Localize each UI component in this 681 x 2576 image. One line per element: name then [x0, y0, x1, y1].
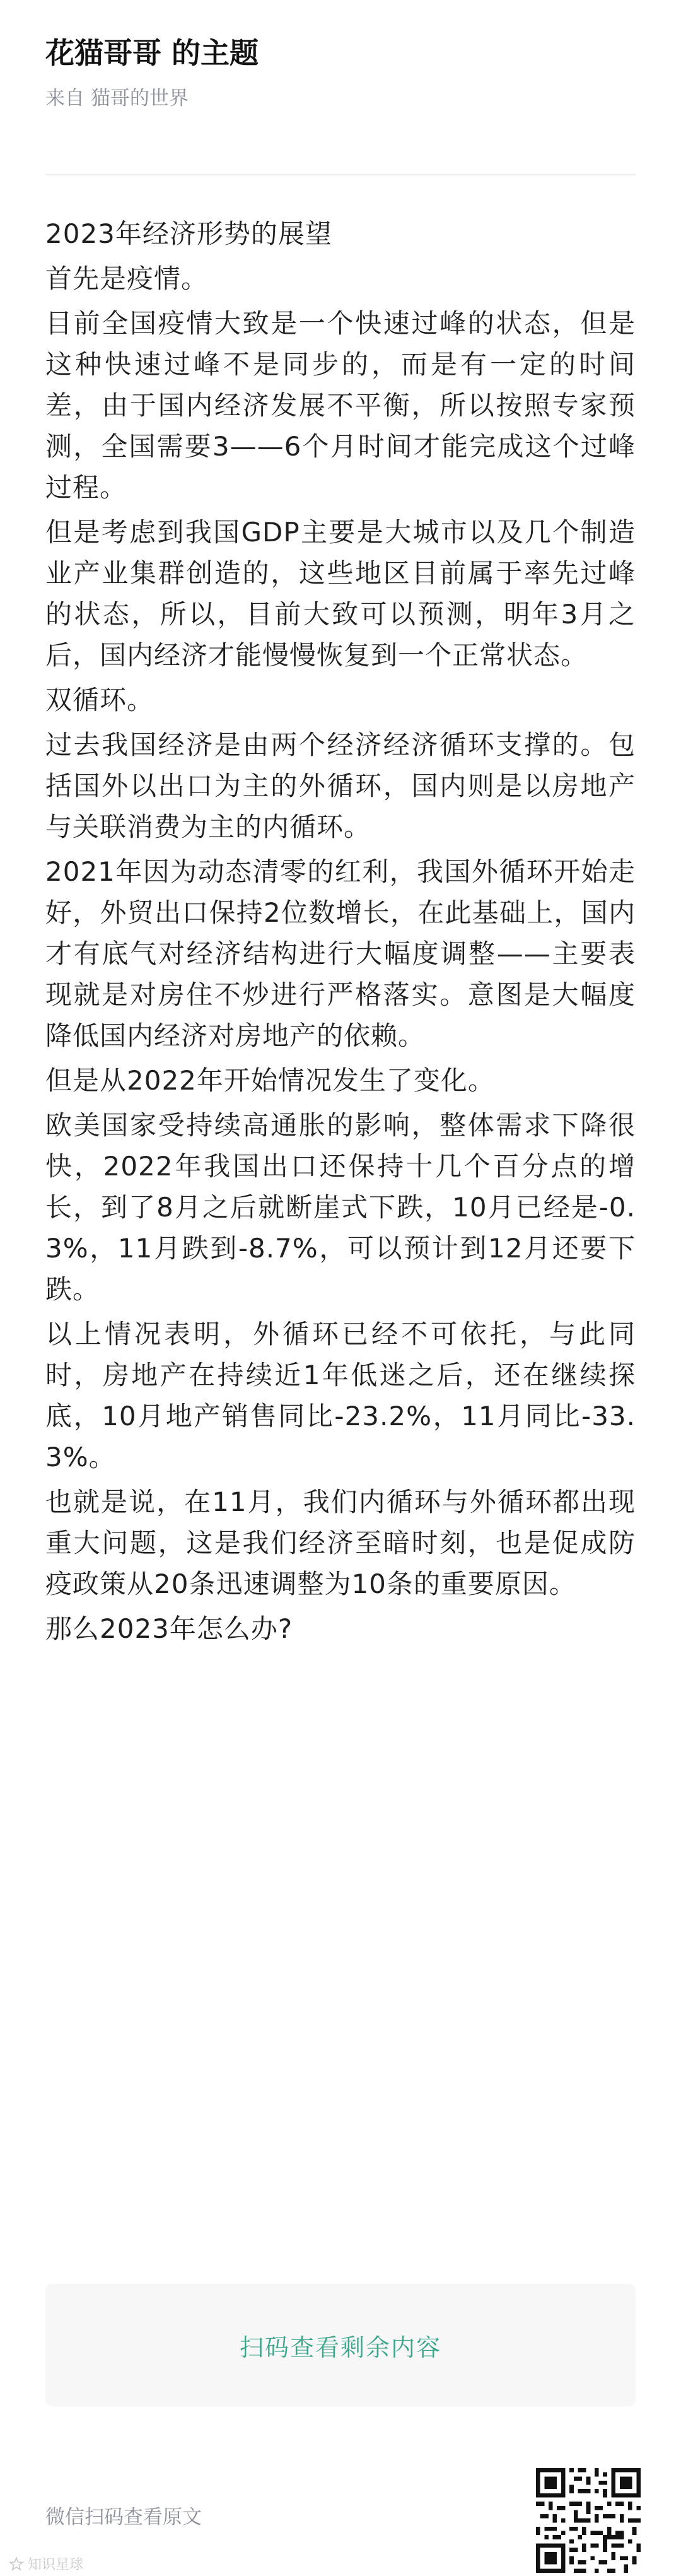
content-fade-overlay	[0, 2076, 681, 2278]
topic-title: 花猫哥哥 的主题	[45, 36, 259, 70]
view-remaining-label: 扫码查看剩余内容	[239, 2333, 441, 2361]
topic-header	[45, 33, 636, 112]
scan-original-text: 微信扫码查看原文	[45, 2506, 202, 2529]
star-logo-icon	[9, 2556, 24, 2572]
article-paragraph: 双循环。	[45, 685, 154, 715]
view-remaining-button[interactable]	[45, 2284, 636, 2406]
article-paragraph: 目前全国疫情大致是一个快速过峰的状态，但是这种快速过峰不是同步的，而是有一定的时间差，由于国内经济发展不平衡，所以按照专家预测，全国需要3——6个月时间才能完成这个过峰过程。	[45, 308, 636, 503]
watermark	[9, 2554, 83, 2573]
article-paragraph: 2021年因为动态清零的红利，我国外循环开始走好，外贸出口保持2位数增长，在此基础上，国内才有底气对经济结构进行大幅度调整——主要表现就是对房住不炒进行严格落实。意图是大幅度降低国内经济对房地产的依赖。	[45, 856, 636, 1051]
article-paragraph: 也就是说，在11月，我们内循环与外循环都出现重大问题，这是我们经济至暗时刻，也是促成防疫政策从20条迅速调整为10条的重要原因。	[45, 1486, 636, 1599]
article-body	[45, 213, 636, 1653]
article-paragraph: 首先是疫情。	[45, 263, 209, 294]
article-paragraph: 但是从2022年开始情况发生了变化。	[45, 1065, 495, 1096]
qr-code-icon[interactable]	[536, 2468, 641, 2573]
article-paragraph: 欧美国家受持续高通胀的影响，整体需求下降很快，2022年我国出口还保持十几个百分点的增长，到了8月之后就断崖式下跌，10月已经是-0.3%，11月跌到-8.7%，可以预计到12月还要下跌。	[45, 1110, 636, 1305]
article-paragraph: 但是考虑到我国GDP主要是大城市以及几个制造业产业集群创造的，这些地区目前属于率先过峰的状态，所以，目前大致可以预测，明年3月之后，国内经济才能慢慢恢复到一个正常状态。	[45, 517, 636, 671]
article-paragraph: 以上情况表明，外循环已经不可依托，与此同时，房地产在持续近1年低迷之后，还在继续探底，10月地产销售同比-23.2%，11月同比-33.3%。	[45, 1319, 636, 1473]
header-divider	[45, 174, 636, 175]
watermark-text: 知识星球	[28, 2557, 84, 2573]
article-paragraph: 过去我国经济是由两个经济经济循环支撑的。包括国外以出口为主的外循环，国内则是以房地产与关联消费为主的内循环。	[45, 729, 636, 842]
topic-source[interactable]: 来自 猫哥的世界	[45, 87, 189, 110]
article-paragraph: 那么2023年怎么办?	[45, 1613, 293, 1644]
article-paragraph: 2023年经济形势的展望	[45, 218, 332, 249]
